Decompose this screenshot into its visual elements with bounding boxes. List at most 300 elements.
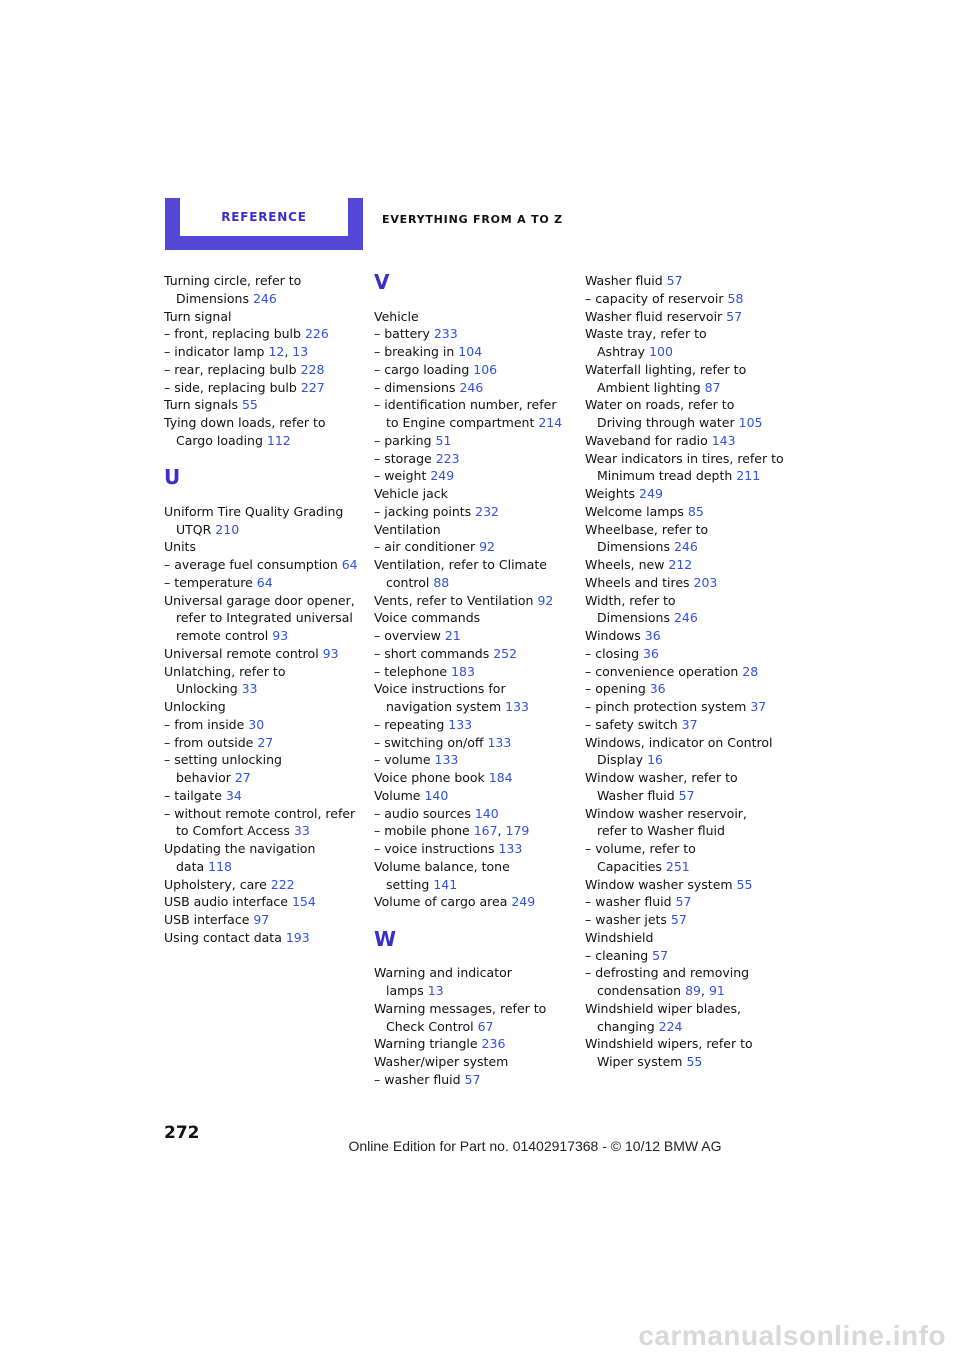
page-link[interactable]: 236 [481, 1036, 506, 1052]
entry-text: refer to Washer fluid [597, 823, 725, 839]
entry-text: lamps [386, 983, 428, 998]
index-entry [164, 911, 379, 929]
index-entry [164, 840, 379, 858]
page-link[interactable]: 203 [693, 574, 718, 590]
index-entry [585, 858, 800, 876]
page-link[interactable]: 92 [537, 592, 554, 608]
page-separator: , [497, 823, 506, 839]
page-link[interactable]: 36 [649, 681, 666, 697]
index-entry [164, 361, 379, 379]
entry-text: Voice phone book [374, 770, 489, 785]
index-entry [374, 1071, 589, 1089]
entry-text: Volume of cargo area [374, 894, 512, 910]
index-entry [585, 396, 800, 414]
entry-text: Wheelbase, refer to [585, 521, 709, 537]
page-link[interactable]: 57 [666, 273, 683, 288]
entry-text: Units [164, 539, 196, 555]
entry-text: Capacities [597, 858, 666, 874]
index-entry [374, 485, 589, 503]
index-entry [374, 503, 589, 521]
page-link[interactable]: 249 [639, 486, 663, 501]
page-link[interactable]: 27 [257, 734, 274, 750]
entry-text: USB interface [164, 912, 254, 927]
page-separator: , [701, 983, 709, 998]
entry-text: Uniform Tire Quality Grading [164, 503, 344, 519]
entry-text: Volume [374, 787, 425, 803]
index-entry [374, 822, 589, 840]
entry-text: – short commands [374, 645, 494, 661]
index-entry [164, 751, 379, 769]
index-entry [585, 982, 800, 1000]
section-label: REFERENCE [180, 198, 348, 236]
page-link[interactable]: 183 [451, 663, 475, 679]
entry-text: Waste tray, refer to [585, 326, 707, 342]
page-link[interactable]: 88 [433, 574, 450, 590]
entry-text: Vehicle jack [374, 486, 448, 501]
entry-text: Water on roads, refer to [585, 397, 735, 413]
index-entry [374, 1053, 589, 1071]
page-link[interactable]: 16 [647, 752, 663, 768]
entry-text: UTQR [176, 521, 216, 537]
entry-text: – audio sources [374, 805, 475, 821]
index-entry [585, 929, 800, 947]
index-entry [164, 734, 379, 752]
entry-text: to Comfort Access [176, 823, 294, 839]
index-entry [164, 663, 379, 681]
entry-text: – washer fluid [374, 1071, 465, 1087]
page-link[interactable]: 193 [285, 929, 310, 945]
page-link[interactable]: 249 [430, 468, 455, 484]
entry-text: Windshield wipers, refer to [585, 1036, 753, 1052]
entry-text: Wiper system [597, 1054, 687, 1069]
entry-text: Voice instructions for [374, 681, 506, 697]
page-link[interactable]: 57 [652, 947, 669, 963]
index-entry [374, 840, 589, 858]
index-entry [585, 787, 800, 805]
entry-text: Ashtray [597, 344, 650, 359]
entry-text: remote control [176, 628, 273, 643]
entry-text: Washer fluid [597, 787, 679, 803]
page-link[interactable]: 167 [473, 823, 498, 839]
index-entry [164, 414, 379, 432]
index-entry [164, 538, 379, 556]
entry-text: Updating the navigation [164, 841, 316, 856]
page-link[interactable]: 91 [708, 983, 725, 998]
entry-text: Warning messages, refer to [374, 1000, 547, 1016]
index-entry [164, 698, 379, 716]
entry-text: – washer jets [585, 912, 671, 927]
index-entry [164, 272, 379, 290]
page-link[interactable]: 67 [477, 1018, 494, 1034]
index-entry [164, 716, 379, 734]
entry-text: Volume balance, tone [374, 858, 510, 874]
index-entry [374, 379, 589, 397]
page-link[interactable]: 27 [234, 770, 251, 785]
index-entry [585, 964, 800, 982]
entry-text: – capacity of reservoir [585, 290, 728, 306]
entry-text: – opening [585, 681, 650, 697]
page-link[interactable]: 28 [742, 663, 759, 679]
index-entry [374, 467, 589, 485]
entry-text: Wheels, new [585, 557, 669, 572]
index-entry [585, 574, 800, 592]
index-entry [585, 325, 800, 343]
page-link[interactable]: 12 [268, 344, 285, 359]
entry-text: Driving through water [597, 415, 739, 430]
page-link[interactable]: 184 [488, 770, 513, 785]
entry-text: – breaking in [374, 344, 459, 359]
chapter-title: EVERYTHING FROM A TO Z [382, 213, 563, 226]
index-entry [585, 503, 800, 521]
entry-text: – pinch protection system [585, 699, 751, 714]
index-entry [164, 343, 379, 361]
page-link[interactable]: 85 [687, 503, 704, 519]
index-entry [374, 805, 589, 823]
page-link[interactable]: 105 [738, 415, 763, 430]
entry-text: – volume, refer to [585, 841, 696, 856]
page-link[interactable]: 249 [511, 894, 536, 910]
entry-text: Wheels and tires [585, 574, 694, 590]
entry-text: Welcome lamps [585, 503, 688, 519]
index-entry [374, 893, 589, 911]
entry-text: – battery [374, 326, 434, 342]
entry-text: Unlocking [164, 699, 226, 714]
index-entry [585, 290, 800, 308]
index-entry [374, 982, 589, 1000]
entry-text: navigation system [386, 699, 506, 714]
page-link[interactable]: 211 [736, 468, 761, 484]
index-entry [164, 822, 379, 840]
page-link[interactable]: 100 [649, 344, 673, 359]
page-link[interactable]: 251 [665, 858, 690, 874]
entry-text: Ventilation [374, 521, 441, 537]
index-entry [585, 1035, 800, 1053]
index-entry [164, 592, 379, 610]
page-link[interactable]: 55 [241, 397, 258, 413]
entry-text: refer to Integrated universal [176, 610, 353, 626]
page-link[interactable]: 58 [727, 290, 744, 306]
entry-text: Warning triangle [374, 1036, 482, 1052]
page-link[interactable]: 246 [673, 539, 698, 555]
page-link[interactable]: 246 [673, 610, 698, 626]
page-link[interactable]: 37 [750, 699, 767, 714]
index-entry [164, 858, 379, 876]
page-link[interactable]: 133 [448, 716, 473, 732]
entry-text: Windows [585, 628, 645, 643]
entry-text: – jacking points [374, 503, 476, 519]
entry-text: – switching on/off [374, 734, 488, 750]
page-link[interactable]: 97 [253, 912, 270, 927]
entry-text: changing [597, 1018, 659, 1034]
page-link[interactable]: 140 [424, 787, 449, 803]
index-entry [585, 645, 800, 663]
index-entry [374, 876, 589, 894]
index-entry [164, 503, 379, 521]
entry-text: Dimensions [597, 610, 674, 626]
page-link[interactable]: 227 [300, 379, 325, 395]
index-entry [374, 361, 589, 379]
page-link[interactable]: 57 [678, 787, 695, 803]
index-entry [585, 947, 800, 965]
index-entry [585, 521, 800, 539]
page-link[interactable]: 34 [225, 787, 242, 803]
entry-text: – setting unlocking [164, 752, 282, 768]
page-link[interactable]: 33 [293, 823, 310, 839]
entry-text: – indicator lamp [164, 344, 269, 359]
page-link[interactable]: 64 [256, 574, 273, 590]
entry-text: – parking [374, 432, 436, 448]
entry-text: Vehicle [374, 308, 419, 324]
index-entry [164, 805, 379, 823]
entry-text: – rear, replacing bulb [164, 361, 301, 377]
index-entry [585, 308, 800, 326]
entry-text: Turn signal [164, 308, 232, 324]
page-link[interactable]: 64 [341, 557, 358, 572]
entry-text: – temperature [164, 574, 257, 590]
page-link[interactable]: 133 [434, 752, 459, 768]
page-link[interactable]: 222 [270, 876, 295, 892]
index-entry [164, 645, 379, 663]
index-entry [374, 414, 589, 432]
index-column-2 [374, 272, 589, 1089]
page-link[interactable]: 214 [538, 415, 563, 430]
entry-text: Windshield [585, 929, 654, 945]
index-column-3 [585, 272, 800, 1071]
page-link[interactable]: 118 [208, 858, 232, 874]
entry-text: condensation [597, 983, 686, 998]
page-link[interactable]: 210 [215, 521, 240, 537]
page-link[interactable]: 252 [493, 645, 518, 661]
page-link[interactable]: 141 [433, 876, 458, 892]
index-entry [164, 787, 379, 805]
page-link[interactable]: 87 [704, 379, 721, 395]
index-entry [585, 751, 800, 769]
page-link[interactable]: 104 [458, 344, 483, 359]
page-link[interactable]: 133 [487, 734, 512, 750]
index-entry [585, 1018, 800, 1036]
entry-text: USB audio interface [164, 894, 292, 910]
index-entry [164, 290, 379, 308]
index-entry [585, 592, 800, 610]
entry-text: Check Control [386, 1018, 478, 1034]
page-link[interactable]: 223 [435, 450, 460, 466]
index-entry [374, 680, 589, 698]
index-entry [585, 769, 800, 787]
index-entry [585, 911, 800, 929]
page-link[interactable]: 140 [474, 805, 499, 821]
page-link[interactable]: 133 [498, 841, 523, 856]
index-entry [164, 876, 379, 894]
page-link[interactable]: 226 [304, 326, 329, 342]
watermark: carmanualsonline.info [638, 1320, 946, 1351]
page-link[interactable]: 89 [685, 983, 701, 998]
entry-text: – without remote control, refer [164, 805, 356, 821]
page-link[interactable]: 57 [726, 308, 743, 324]
index-entry [374, 751, 589, 769]
index-entry [585, 414, 800, 432]
entry-text: Window washer system [585, 876, 737, 892]
page-link[interactable]: 57 [670, 912, 687, 927]
entry-text: – voice instructions [374, 841, 499, 856]
entry-text: Window washer reservoir, [585, 805, 747, 821]
entry-text: Ventilation, refer to Climate [374, 557, 547, 572]
page-link[interactable]: 232 [475, 503, 499, 519]
page-link[interactable]: 246 [252, 290, 277, 306]
entry-text: Turn signals [164, 397, 242, 413]
entry-text: Ambient lighting [597, 379, 705, 395]
index-entry [164, 627, 379, 645]
entry-text: – front, replacing bulb [164, 326, 305, 342]
index-entry [585, 343, 800, 361]
entry-text: Dimensions [176, 290, 253, 306]
entry-text: Upholstery, care [164, 876, 271, 892]
entry-text: – overview [374, 628, 445, 643]
page-link[interactable]: 93 [322, 645, 339, 661]
index-entry [374, 325, 589, 343]
entry-text: Washer/wiper system [374, 1054, 509, 1069]
index-entry [374, 432, 589, 450]
index-entry [164, 521, 379, 539]
index-entry [374, 1000, 589, 1018]
index-entry [374, 663, 589, 681]
index-entry [585, 805, 800, 823]
index-entry [374, 769, 589, 787]
entry-text: Turning circle, refer to [164, 273, 302, 288]
entry-text: data [176, 858, 209, 874]
index-entry [374, 1018, 589, 1036]
entry-text: behavior [176, 770, 235, 785]
entry-text: Tying down loads, refer to [164, 415, 326, 430]
index-entry [374, 858, 589, 876]
index-entry [585, 609, 800, 627]
index-entry [374, 645, 589, 663]
entry-text: – safety switch [585, 716, 682, 732]
page-link[interactable]: 133 [505, 699, 529, 714]
index-entry [374, 396, 589, 414]
entry-text: – washer fluid [585, 894, 676, 910]
entry-text: Warning and indicator [374, 965, 512, 981]
entry-text: – telephone [374, 663, 452, 679]
entry-text: Width, refer to [585, 592, 676, 608]
index-entry [374, 734, 589, 752]
index-entry [585, 680, 800, 698]
entry-text: Waterfall lighting, refer to [585, 361, 747, 377]
index-entry [374, 556, 589, 574]
page-link[interactable]: 212 [668, 557, 693, 572]
section-letter: U [164, 465, 181, 490]
page-link[interactable]: 57 [675, 894, 692, 910]
entry-text: Universal garage door opener, [164, 592, 355, 608]
index-entry [374, 787, 589, 805]
index-entry [164, 396, 379, 414]
index-entry [164, 769, 379, 787]
entry-text: – identification number, refer [374, 397, 557, 413]
entry-text: Vents, refer to Ventilation [374, 592, 538, 608]
page-link[interactable]: 33 [241, 681, 258, 697]
entry-text: – tailgate [164, 787, 226, 803]
index-entry [374, 450, 589, 468]
index-entry [585, 272, 800, 290]
entry-text: – cargo loading [374, 361, 474, 377]
index-entry [585, 538, 800, 556]
index-entry [585, 361, 800, 379]
index-column-1 [164, 272, 379, 947]
page-link[interactable]: 92 [479, 539, 495, 555]
index-entry [585, 893, 800, 911]
page-link[interactable]: 93 [272, 628, 289, 643]
index-entry [374, 574, 589, 592]
page-link[interactable]: 37 [681, 716, 698, 732]
page-link[interactable]: 154 [291, 894, 316, 910]
page-link[interactable]: 143 [711, 432, 736, 448]
entry-text: to Engine compartment [386, 415, 539, 430]
page-link[interactable]: 30 [248, 716, 265, 732]
page-link[interactable]: 13 [427, 983, 444, 998]
index-entry [585, 467, 800, 485]
entry-text: – mobile phone [374, 823, 474, 839]
page-link[interactable]: 224 [658, 1018, 683, 1034]
entry-text: Dimensions [597, 539, 674, 555]
index-entry [585, 450, 800, 468]
entry-text: – from outside [164, 734, 258, 750]
index-entry [585, 734, 800, 752]
index-entry [374, 716, 589, 734]
index-entry [374, 521, 589, 539]
entry-text: Washer fluid [585, 273, 667, 288]
entry-text: Unlocking [176, 681, 242, 697]
page-link[interactable]: 246 [459, 379, 484, 395]
page-link[interactable]: 55 [736, 876, 753, 892]
index-entry [164, 308, 379, 326]
entry-text: Windows, indicator on Control [585, 734, 773, 750]
index-entry [374, 609, 589, 627]
index-entry [585, 840, 800, 858]
index-entry [164, 556, 379, 574]
entry-text: – average fuel consumption [164, 557, 342, 572]
page-link[interactable]: 228 [300, 361, 325, 377]
page-link[interactable]: 36 [643, 645, 659, 661]
index-entry [374, 1035, 589, 1053]
page-link[interactable]: 55 [686, 1054, 703, 1069]
page-separator: , [284, 344, 293, 359]
page-link[interactable]: 57 [464, 1071, 481, 1087]
page-link[interactable]: 179 [505, 823, 530, 839]
entry-text: – dimensions [374, 379, 460, 395]
page-link[interactable]: 112 [266, 432, 291, 448]
page-link[interactable]: 106 [473, 361, 498, 377]
index-entry [164, 574, 379, 592]
section-letter: V [374, 270, 390, 294]
page-link[interactable]: 13 [292, 344, 309, 359]
page-link[interactable]: 51 [435, 432, 452, 448]
index-entry [164, 379, 379, 397]
entry-text: – defrosting and removing [585, 965, 750, 981]
page-link[interactable]: 233 [433, 326, 458, 342]
entry-text: – repeating [374, 716, 449, 732]
page-link[interactable]: 21 [444, 628, 461, 643]
entry-text: Voice commands [374, 610, 481, 626]
index-entry [585, 432, 800, 450]
index-entry [374, 538, 589, 556]
entry-text: Weights [585, 486, 640, 501]
page-link[interactable]: 36 [644, 628, 661, 643]
index-entry [585, 1000, 800, 1018]
entry-text: Display [597, 752, 648, 768]
entry-text: – convenience operation [585, 663, 743, 679]
entry-text: Wear indicators in tires, refer to [585, 450, 784, 466]
index-entry [585, 1053, 800, 1071]
section-letter: W [374, 926, 397, 951]
